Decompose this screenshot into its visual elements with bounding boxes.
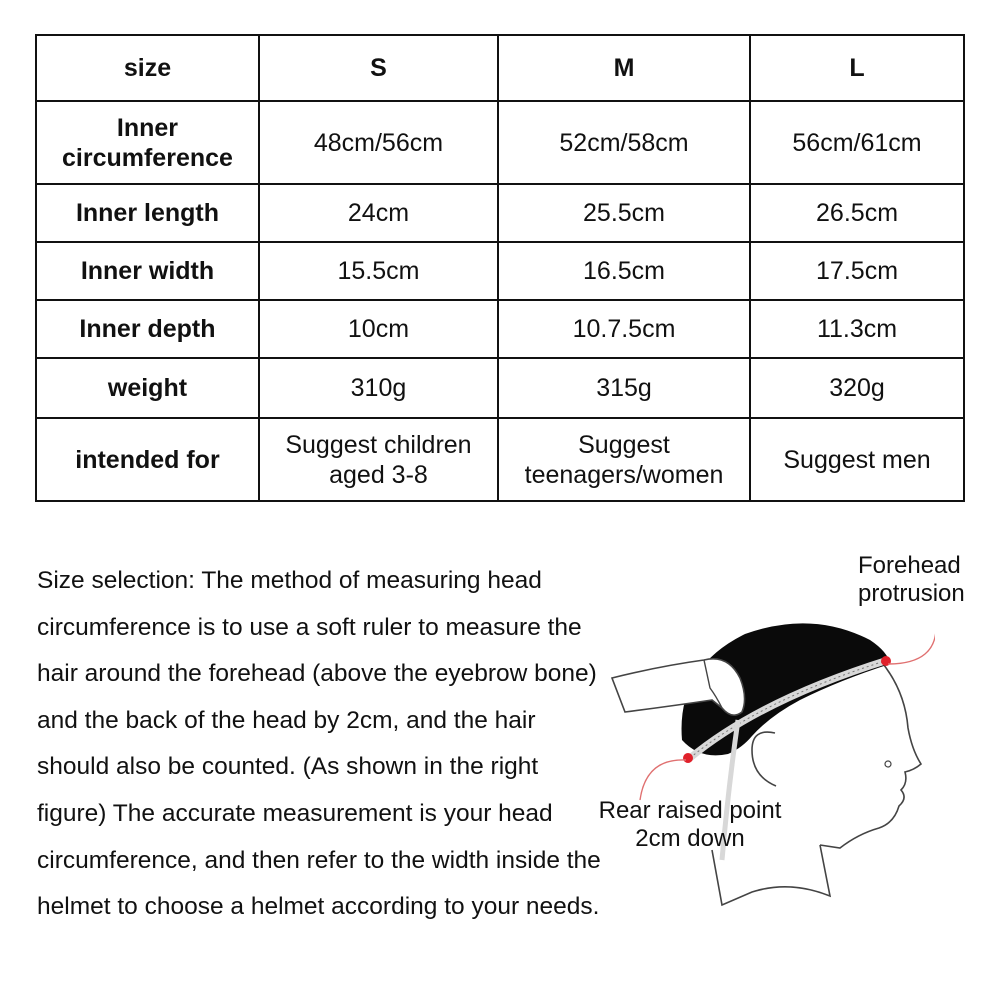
row-label: Inner length: [36, 184, 259, 242]
table-cell: Suggest children aged 3-8: [259, 418, 498, 501]
rear-marker: [683, 753, 693, 763]
table-cell: 25.5cm: [498, 184, 750, 242]
row-label: Inner circumference: [36, 101, 259, 184]
table-cell: 315g: [498, 358, 750, 418]
table-row: [36, 101, 964, 184]
rear-raised-point-label: Rear raised point 2cm down: [598, 797, 782, 852]
table-row: [36, 184, 964, 242]
rear-pointer: [640, 760, 686, 800]
table-cell: 320g: [750, 358, 964, 418]
table-header-row: [36, 35, 964, 101]
forehead-protrusion-label: Forehead protrusion: [858, 552, 965, 607]
table-cell: 26.5cm: [750, 184, 964, 242]
header-cell-l: L: [750, 35, 964, 101]
table-cell: Suggest men: [750, 418, 964, 501]
row-label: intended for: [36, 418, 259, 501]
row-label: Inner depth: [36, 300, 259, 358]
table-cell: 10cm: [259, 300, 498, 358]
table-row: [36, 418, 964, 501]
ear-outline: [752, 732, 776, 786]
neck-outline: [712, 845, 830, 905]
header-cell-m: M: [498, 35, 750, 101]
size-table: [35, 34, 965, 502]
table-cell: 11.3cm: [750, 300, 964, 358]
header-cell-s: S: [259, 35, 498, 101]
table-cell: Suggest teenagers/women: [498, 418, 750, 501]
table-cell: 17.5cm: [750, 242, 964, 300]
table-row: [36, 300, 964, 358]
row-label: Inner width: [36, 242, 259, 300]
table-row: [36, 242, 964, 300]
table-cell: 56cm/61cm: [750, 101, 964, 184]
table-cell: 48cm/56cm: [259, 101, 498, 184]
table-cell: 10.7.5cm: [498, 300, 750, 358]
forehead-pointer: [888, 624, 935, 664]
table-cell: 15.5cm: [259, 242, 498, 300]
table-cell: 310g: [259, 358, 498, 418]
measuring-instructions: Size selection: The method of measuring head circumference is to use a soft ruler to measure the hair around the forehead (above the eyebrow bone) and the back of the head by 2cm, and the hair should also be counted. (As shown in the right figure) The accurate measurement is your head circumference, and then refer to the width inside the helmet to choose a helmet according to your needs.: [37, 567, 601, 921]
face-profile-outline: [820, 660, 921, 848]
header-cell-size: size: [36, 35, 259, 101]
table-row: [36, 358, 964, 418]
hand-icon: [612, 659, 745, 715]
head-measurement-illustration: [600, 600, 935, 910]
table-cell: 24cm: [259, 184, 498, 242]
row-label: weight: [36, 358, 259, 418]
table-cell: 16.5cm: [498, 242, 750, 300]
table-cell: 52cm/58cm: [498, 101, 750, 184]
